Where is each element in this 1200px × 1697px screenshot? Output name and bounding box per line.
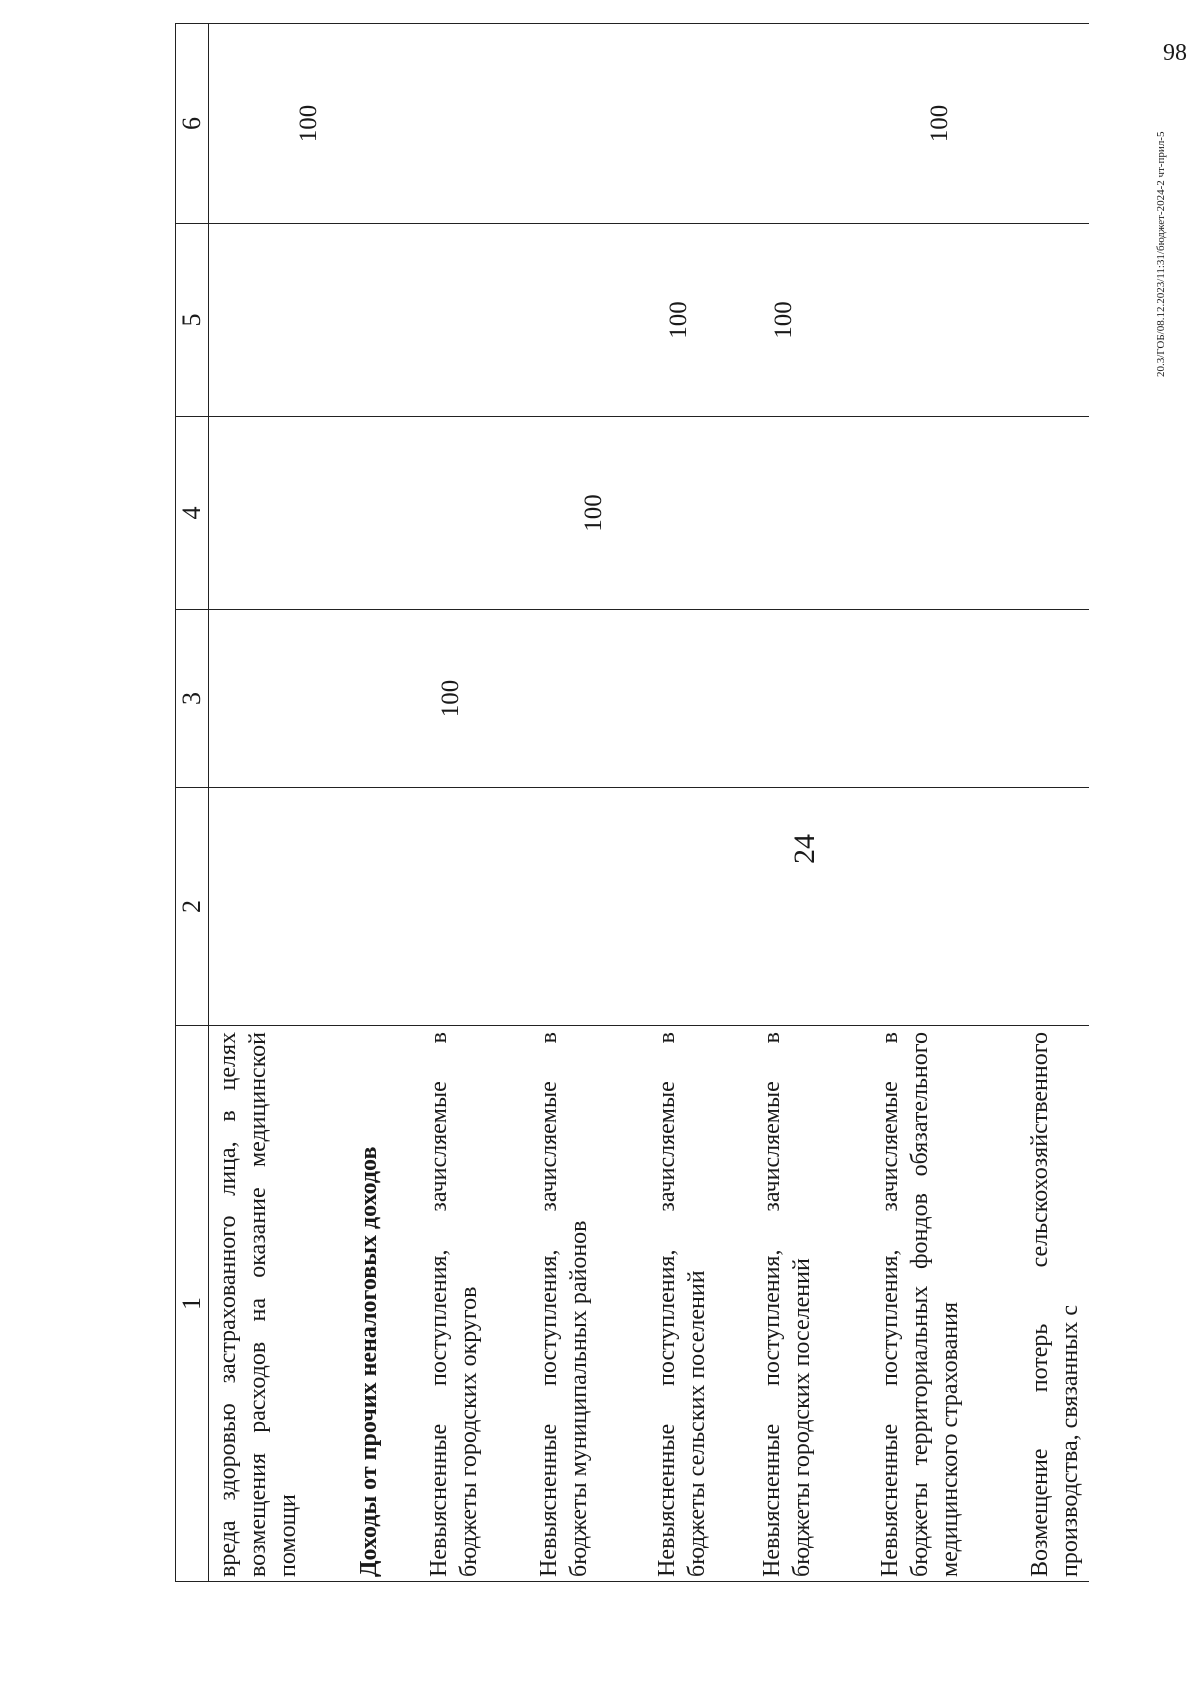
col-header-3: 3 — [176, 610, 209, 788]
col-header-4: 4 — [176, 417, 209, 610]
value-col-2 — [1015, 788, 1089, 1026]
value-col-5 — [865, 224, 1015, 417]
row-name: Невыясненные поступления, зачисляемые в бюджеты сельских поселений — [642, 1026, 747, 1582]
value-col-4 — [414, 417, 524, 610]
table-row — [747, 24, 865, 1582]
table-row — [414, 24, 524, 1582]
table-row — [1015, 24, 1089, 1582]
document-code: 20.3/ГОБ/08.12.2023/11:31/бюджет-2024-2 чт-прил-5 — [1155, 131, 1167, 377]
table-row — [642, 24, 747, 1582]
value-col-5: 100 — [747, 224, 865, 417]
value-col-6 — [747, 24, 865, 224]
row-name: Возмещение потерь сельскохозяйственного производства, связанных с — [1015, 1026, 1089, 1582]
value-col-2 — [344, 788, 414, 1026]
value-col-3 — [1015, 610, 1089, 788]
value-col-2 — [865, 788, 1015, 1026]
value-col-5 — [1015, 224, 1089, 417]
value-col-6: 100 — [865, 24, 1015, 224]
value-col-6 — [642, 24, 747, 224]
value-col-3 — [344, 610, 414, 788]
value-col-5 — [524, 224, 642, 417]
value-col-5 — [209, 224, 344, 417]
table-header-row — [176, 24, 209, 1582]
value-col-2 — [642, 788, 747, 1026]
value-col-6 — [524, 24, 642, 224]
row-name: Невыясненные поступления, зачисляемые в бюджеты территориальных фондов обязательного медицинского страхования — [865, 1026, 1015, 1582]
sheet-number: 98 — [1163, 40, 1187, 66]
value-col-3 — [642, 610, 747, 788]
value-col-5: 100 — [642, 224, 747, 417]
value-col-4 — [344, 417, 414, 610]
col-header-2: 2 — [176, 788, 209, 1026]
row-name: Невыясненные поступления, зачисляемые в бюджеты городских поселений — [747, 1026, 865, 1582]
value-col-3 — [209, 610, 344, 788]
value-col-4 — [747, 417, 865, 610]
value-col-6 — [1015, 24, 1089, 224]
page-number: 24 — [788, 834, 821, 864]
col-header-5: 5 — [176, 224, 209, 417]
revenue-distribution-table — [175, 23, 1089, 1582]
value-col-3 — [747, 610, 865, 788]
value-col-3 — [865, 610, 1015, 788]
value-col-2 — [414, 788, 524, 1026]
value-col-6: 100 — [209, 24, 344, 224]
value-col-4 — [1015, 417, 1089, 610]
table-row — [344, 24, 414, 1582]
value-col-4: 100 — [524, 417, 642, 610]
value-col-4 — [642, 417, 747, 610]
value-col-2 — [209, 788, 344, 1026]
col-header-6: 6 — [176, 24, 209, 224]
value-col-4 — [209, 417, 344, 610]
value-col-5 — [414, 224, 524, 417]
value-col-4 — [865, 417, 1015, 610]
row-name: вреда здоровью застрахованного лица, в целях возмещения расходов на оказание медицинской помощи — [209, 1026, 344, 1582]
table-row — [524, 24, 642, 1582]
value-col-3 — [524, 610, 642, 788]
value-col-2 — [747, 788, 865, 1026]
row-name: Невыясненные поступления, зачисляемые в бюджеты городских округов — [414, 1026, 524, 1582]
table-row — [865, 24, 1015, 1582]
value-col-5 — [344, 224, 414, 417]
table-row — [209, 24, 344, 1582]
value-col-6 — [344, 24, 414, 224]
value-col-6 — [414, 24, 524, 224]
row-name: Доходы от прочих неналоговых доходов — [344, 1026, 414, 1582]
row-name: Невыясненные поступления, зачисляемые в бюджеты муниципальных районов — [524, 1026, 642, 1582]
value-col-2 — [524, 788, 642, 1026]
value-col-3: 100 — [414, 610, 524, 788]
col-header-1: 1 — [176, 1026, 209, 1582]
